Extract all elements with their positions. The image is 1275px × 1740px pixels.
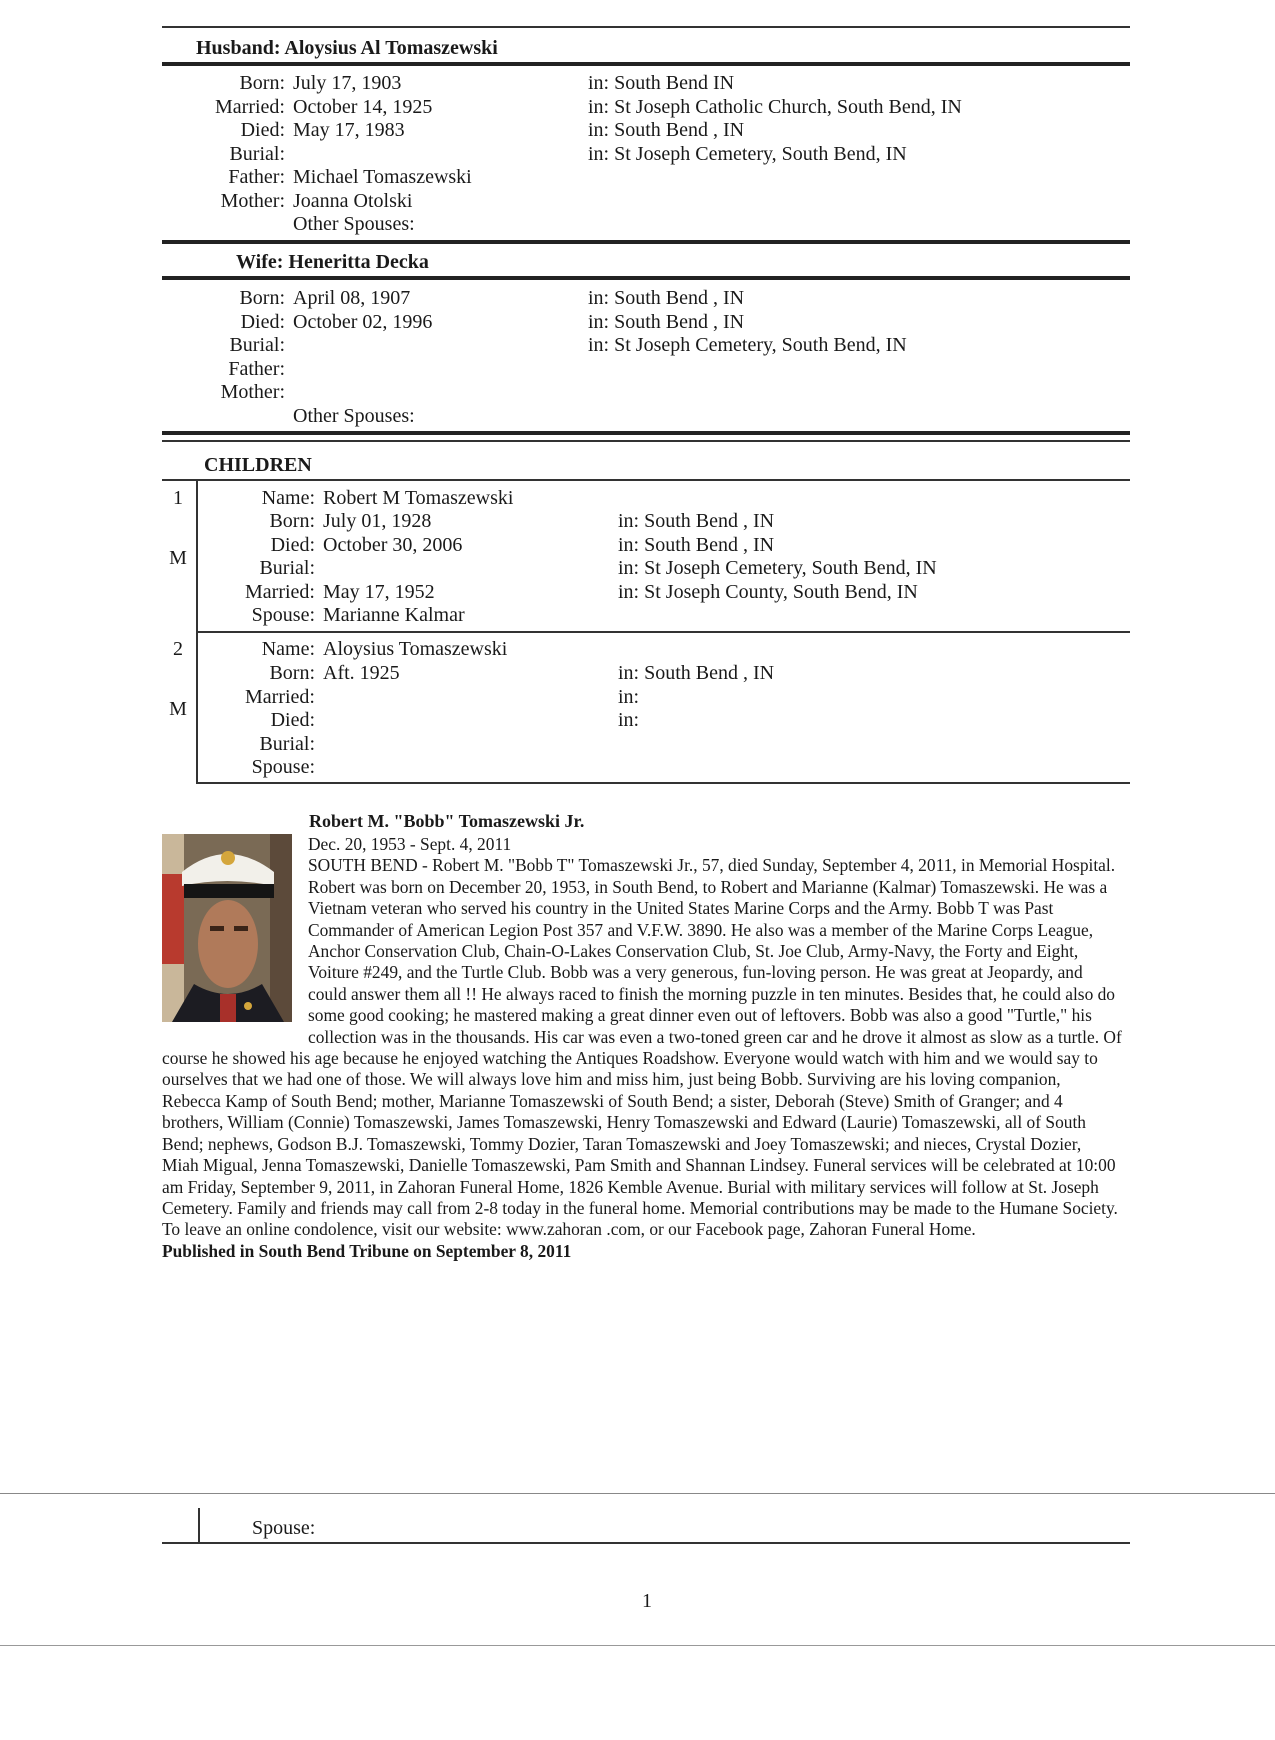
- children-top-rule-2: [162, 440, 1130, 442]
- husband-other-spouses-label: Other Spouses:: [293, 213, 415, 235]
- obituary-published: Published in South Bend Tribune on September 8, 2011: [162, 1240, 572, 1261]
- husband-married-label: Married:: [215, 96, 285, 118]
- wife-died-label: Died:: [240, 311, 285, 333]
- husband-rule: [162, 62, 1130, 66]
- child-2-died-place: in:: [618, 709, 640, 731]
- obituary-text-block: [162, 834, 1122, 1262]
- children-header-rule: [162, 479, 1130, 481]
- wife-father-label: Father:: [228, 358, 285, 380]
- husband-father-label: Father:: [228, 166, 285, 188]
- child-1-born-value: July 01, 1928: [323, 510, 432, 532]
- wife-top-rule: [162, 240, 1130, 244]
- child-2-born-label: Born:: [269, 662, 315, 684]
- husband-mother-value: Joanna Otolski: [293, 190, 413, 212]
- photo-spacer: [162, 834, 308, 1028]
- children-bottom-rule: [196, 782, 1130, 784]
- children-top-rule: [162, 431, 1130, 435]
- child-2-spouse-label: Spouse:: [251, 756, 315, 778]
- child-2-number: 2: [173, 638, 183, 660]
- obituary-dates: Dec. 20, 1953 - Sept. 4, 2011: [308, 834, 512, 854]
- child-1-name-value: Robert M Tomaszewski: [323, 487, 514, 509]
- wife-burial-label: Burial:: [229, 334, 285, 356]
- husband-married-value: October 14, 1925: [293, 96, 433, 118]
- wife-born-value: April 08, 1907: [293, 287, 411, 309]
- child-1-married-place: in: St Joseph County, South Bend, IN: [618, 581, 918, 603]
- child-1-number: 1: [173, 487, 183, 509]
- child-1-died-label: Died:: [270, 534, 315, 556]
- child-2-born-place: in: South Bend , IN: [618, 662, 775, 684]
- child-1-born-label: Born:: [269, 510, 315, 532]
- wife-mother-label: Mother:: [220, 381, 285, 403]
- wife-burial-place: in: St Joseph Cemetery, South Bend, IN: [588, 334, 907, 356]
- wife-born-label: Born:: [239, 287, 285, 309]
- husband-mother-label: Mother:: [220, 190, 285, 212]
- husband-born-value: July 17, 1903: [293, 72, 402, 94]
- child-2-died-label: Died:: [270, 709, 315, 731]
- wife-died-value: October 02, 1996: [293, 311, 433, 333]
- child-2-sex: M: [169, 698, 187, 720]
- obituary-title: Robert M. "Bobb" Tomaszewski Jr.: [309, 811, 585, 831]
- child-2-name-label: Name:: [261, 638, 315, 660]
- husband-header: Husband: Aloysius Al Tomaszewski: [196, 37, 498, 59]
- child-2-name-value: Aloysius Tomaszewski: [323, 638, 508, 660]
- footer-rule: [162, 1542, 1130, 1544]
- husband-married-place: in: St Joseph Catholic Church, South Bend, IN: [588, 96, 962, 118]
- child-2-burial-label: Burial:: [259, 733, 315, 755]
- child-1-sex: M: [169, 547, 187, 569]
- husband-burial-label: Burial:: [229, 143, 285, 165]
- child-1-died-value: October 30, 2006: [323, 534, 463, 556]
- children-title: CHILDREN: [204, 454, 312, 476]
- obituary-body: SOUTH BEND - Robert M. "Bobb T" Tomaszewski Jr., 57, died Sunday, September 4, 2011, in Memorial Hospital. Robert was born on December 20, 1953, in South Bend, to Robert and Marianne (Kalmar) Tomaszewski. He was a Vietnam veteran who served his country in the United States Marine Corps and the Army. Bobb T was Past Commander of American Legion Post 357 and V.F.W. 3890. He also was a member of the Marine Corps League, Anchor Conservation Club, Chain-O-Lakes Conservation Club, St. Joe Club, Army-Navy, the Forty and Eight, Voiture #249, and the Turtle Club. Bobb was a very generous, fun-loving person. He was great at Jeopardy, and could answer them all !! He always raced to finish the morning puzzle in ten minutes. Besides that, he could also do some good cooking; he mastered making a great dinner even out of leftovers. Bobb was also a good "Turtle," his collection was in the thousands. His car was even a two-toned green car and he drove it almost as slow as a turtle. Of course he showed his age because he enjoyed watching the Antiques Roadshow. Everyone would watch with him and we would say to ourselves that we had one of those. We will always love him and miss him, just being Bobb. Surviving are his loving companion, Rebecca Kamp of South Bend; mother, Marianne Tomaszewski of South Bend; a sister, Deborah (Steve) Smith of Granger; and 4 brothers, William (Connie) Tomaszewski, James Tomaszewski, Henry Tomaszewski and Edward (Laurie) Tomaszewski, all of South Bend; nephews, Godson B.J. Tomaszewski, Tommy Dozier, Taran Tomaszewski and Joey Tomaszewski; and nieces, Crystal Dozier, Miah Migual, Jenna Tomaszewski, Danielle Tomaszewski, Pam Smith and Shannan Lindsey. Funeral services will be celebrated at 10:00 am Friday, September 9, 2011, in Zahoran Funeral Home, 1826 Kemble Avenue. Burial with military services will follow at St. Joseph Cemetery. Family and friends may call from 2-8 today in the funeral home. Memorial contributions may be made to the Humane Society. To leave an online condolence, visit our website: www.zahoran .com, or our Facebook page, Zahoran Funeral Home.: [162, 855, 1122, 1240]
- child-1-born-place: in: South Bend , IN: [618, 510, 775, 532]
- child-1-died-place: in: South Bend , IN: [618, 534, 775, 556]
- child-1-spouse-value: Marianne Kalmar: [323, 604, 465, 626]
- child-1-spouse-label: Spouse:: [251, 604, 315, 626]
- husband-burial-place: in: St Joseph Cemetery, South Bend, IN: [588, 143, 907, 165]
- wife-header: Wife: Heneritta Decka: [236, 251, 429, 273]
- footer-gutter-line: [198, 1508, 200, 1544]
- wife-died-place: in: South Bend , IN: [588, 311, 745, 333]
- top-rule: [162, 26, 1130, 28]
- child-2-married-label: Married:: [245, 686, 315, 708]
- husband-born-place: in: South Bend IN: [588, 72, 735, 94]
- page-number: 1: [642, 1590, 652, 1612]
- husband-died-label: Died:: [240, 119, 285, 141]
- husband-died-place: in: South Bend , IN: [588, 119, 745, 141]
- child-divider: [196, 631, 1130, 633]
- husband-name: Aloysius Al Tomaszewski: [284, 37, 498, 59]
- scan-edge-line: [0, 1493, 1275, 1494]
- child-1-burial-place: in: St Joseph Cemetery, South Bend, IN: [618, 557, 937, 579]
- child-2-married-place: in:: [618, 686, 640, 708]
- wife-other-spouses-label: Other Spouses:: [293, 405, 415, 427]
- child-1-burial-label: Burial:: [259, 557, 315, 579]
- husband-born-label: Born:: [239, 72, 285, 94]
- husband-died-value: May 17, 1983: [293, 119, 405, 141]
- bottom-scan-line: [0, 1645, 1275, 1646]
- child-2-born-value: Aft. 1925: [323, 662, 400, 684]
- footer-spouse-label: Spouse:: [252, 1517, 316, 1539]
- wife-born-place: in: South Bend , IN: [588, 287, 745, 309]
- child-1-married-label: Married:: [245, 581, 315, 603]
- husband-father-value: Michael Tomaszewski: [293, 166, 472, 188]
- child-1-name-label: Name:: [261, 487, 315, 509]
- wife-rule: [162, 276, 1130, 280]
- wife-name: Heneritta Decka: [288, 251, 429, 273]
- child-1-married-value: May 17, 1952: [323, 581, 435, 603]
